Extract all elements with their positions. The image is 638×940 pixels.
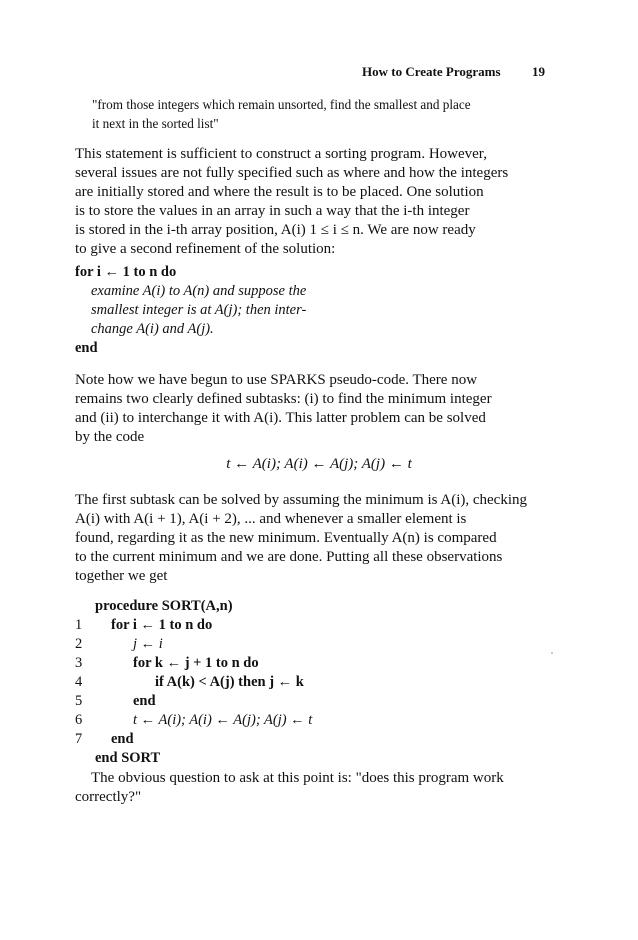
code-text: j ← i <box>133 636 163 652</box>
text-line: together we get <box>75 568 168 584</box>
code-row <box>75 654 535 673</box>
algorithm-line: for i ← 1 to n do <box>75 264 177 280</box>
algorithm-line: smallest integer is at A(j); then inter- <box>91 302 307 318</box>
text-line: to give a second refinement of the solution: <box>75 241 336 257</box>
text-line: A(i) with A(i + 1), A(i + 2), ... and whenever a smaller element is <box>75 511 467 527</box>
text-line: are initially stored and where the result is to be placed. One solution <box>75 184 484 200</box>
algorithm-line: change A(i) and A(j). <box>91 321 214 337</box>
quote-line: it next in the sorted list" <box>92 116 219 131</box>
line-number: 7 <box>75 731 83 747</box>
page-number: 19 <box>532 64 545 79</box>
text-line: by the code <box>75 429 145 445</box>
algorithm-line: examine A(i) to A(n) and suppose the <box>91 283 307 299</box>
code-row <box>75 616 535 635</box>
text-line: and (ii) to interchange it with A(i). This latter problem can be solved <box>75 410 486 426</box>
text-line: to the current minimum and we are done. Putting all these observations <box>75 549 503 565</box>
line-number: 4 <box>75 674 83 690</box>
code-row <box>75 597 535 616</box>
swap-equation: t ← A(i); A(i) ← A(j); A(j) ← t <box>226 456 412 472</box>
text-line: remains two clearly defined subtasks: (i) to find the minimum integer <box>75 391 492 407</box>
text-line: several issues are not fully specified such as where and how the integers <box>75 165 509 181</box>
line-number: 5 <box>75 693 83 709</box>
paragraph-subtasks <box>75 371 563 447</box>
text-line: Note how we have begun to use SPARKS pseudo-code. There now <box>75 372 478 388</box>
running-header <box>362 64 552 80</box>
procedure-sort-listing <box>75 597 535 768</box>
code-row <box>75 730 535 749</box>
code-text: for i ← 1 to n do <box>111 617 213 633</box>
code-row <box>75 711 535 730</box>
code-text: t ← A(i); A(i) ← A(j); A(j) ← t <box>133 712 313 728</box>
paragraph-correctness-question <box>75 769 563 807</box>
scan-speck <box>551 652 553 654</box>
quoted-statement <box>92 95 562 133</box>
code-row <box>75 673 535 692</box>
algorithm-refinement <box>75 263 495 358</box>
code-text: if A(k) < A(j) then j ← k <box>155 674 304 690</box>
line-number: 6 <box>75 712 83 728</box>
code-text: procedure SORT(A,n) <box>95 598 233 614</box>
text-line: is to store the values in an array in such a way that the i-th integer <box>75 203 470 219</box>
line-number: 2 <box>75 636 83 652</box>
quote-line: "from those integers which remain unsorted, find the smallest and place <box>92 97 471 112</box>
code-text: end SORT <box>95 750 161 766</box>
running-title: How to Create Programs <box>362 64 501 79</box>
paragraph-intro <box>75 145 563 259</box>
code-text: for k ← j + 1 to n do <box>133 655 259 671</box>
text-line: found, regarding it as the new minimum. Eventually A(n) is compared <box>75 530 497 546</box>
code-text: end <box>133 693 156 709</box>
line-number: 1 <box>75 617 83 633</box>
algorithm-line: end <box>75 340 98 356</box>
code-text: end <box>111 731 134 747</box>
text-line: This statement is sufficient to construct a sorting program. However, <box>75 146 487 162</box>
code-row <box>75 749 535 768</box>
code-row <box>75 692 535 711</box>
text-line: is stored in the i-th array position, A(i) 1 ≤ i ≤ n. We are now ready <box>75 222 476 238</box>
text-line: correctly?" <box>75 789 142 805</box>
text-line: The first subtask can be solved by assuming the minimum is A(i), checking <box>75 492 528 508</box>
line-number: 3 <box>75 655 83 671</box>
paragraph-first-subtask <box>75 491 563 586</box>
text-line: The obvious question to ask at this point is: "does this program work <box>91 770 504 786</box>
code-row <box>75 635 535 654</box>
